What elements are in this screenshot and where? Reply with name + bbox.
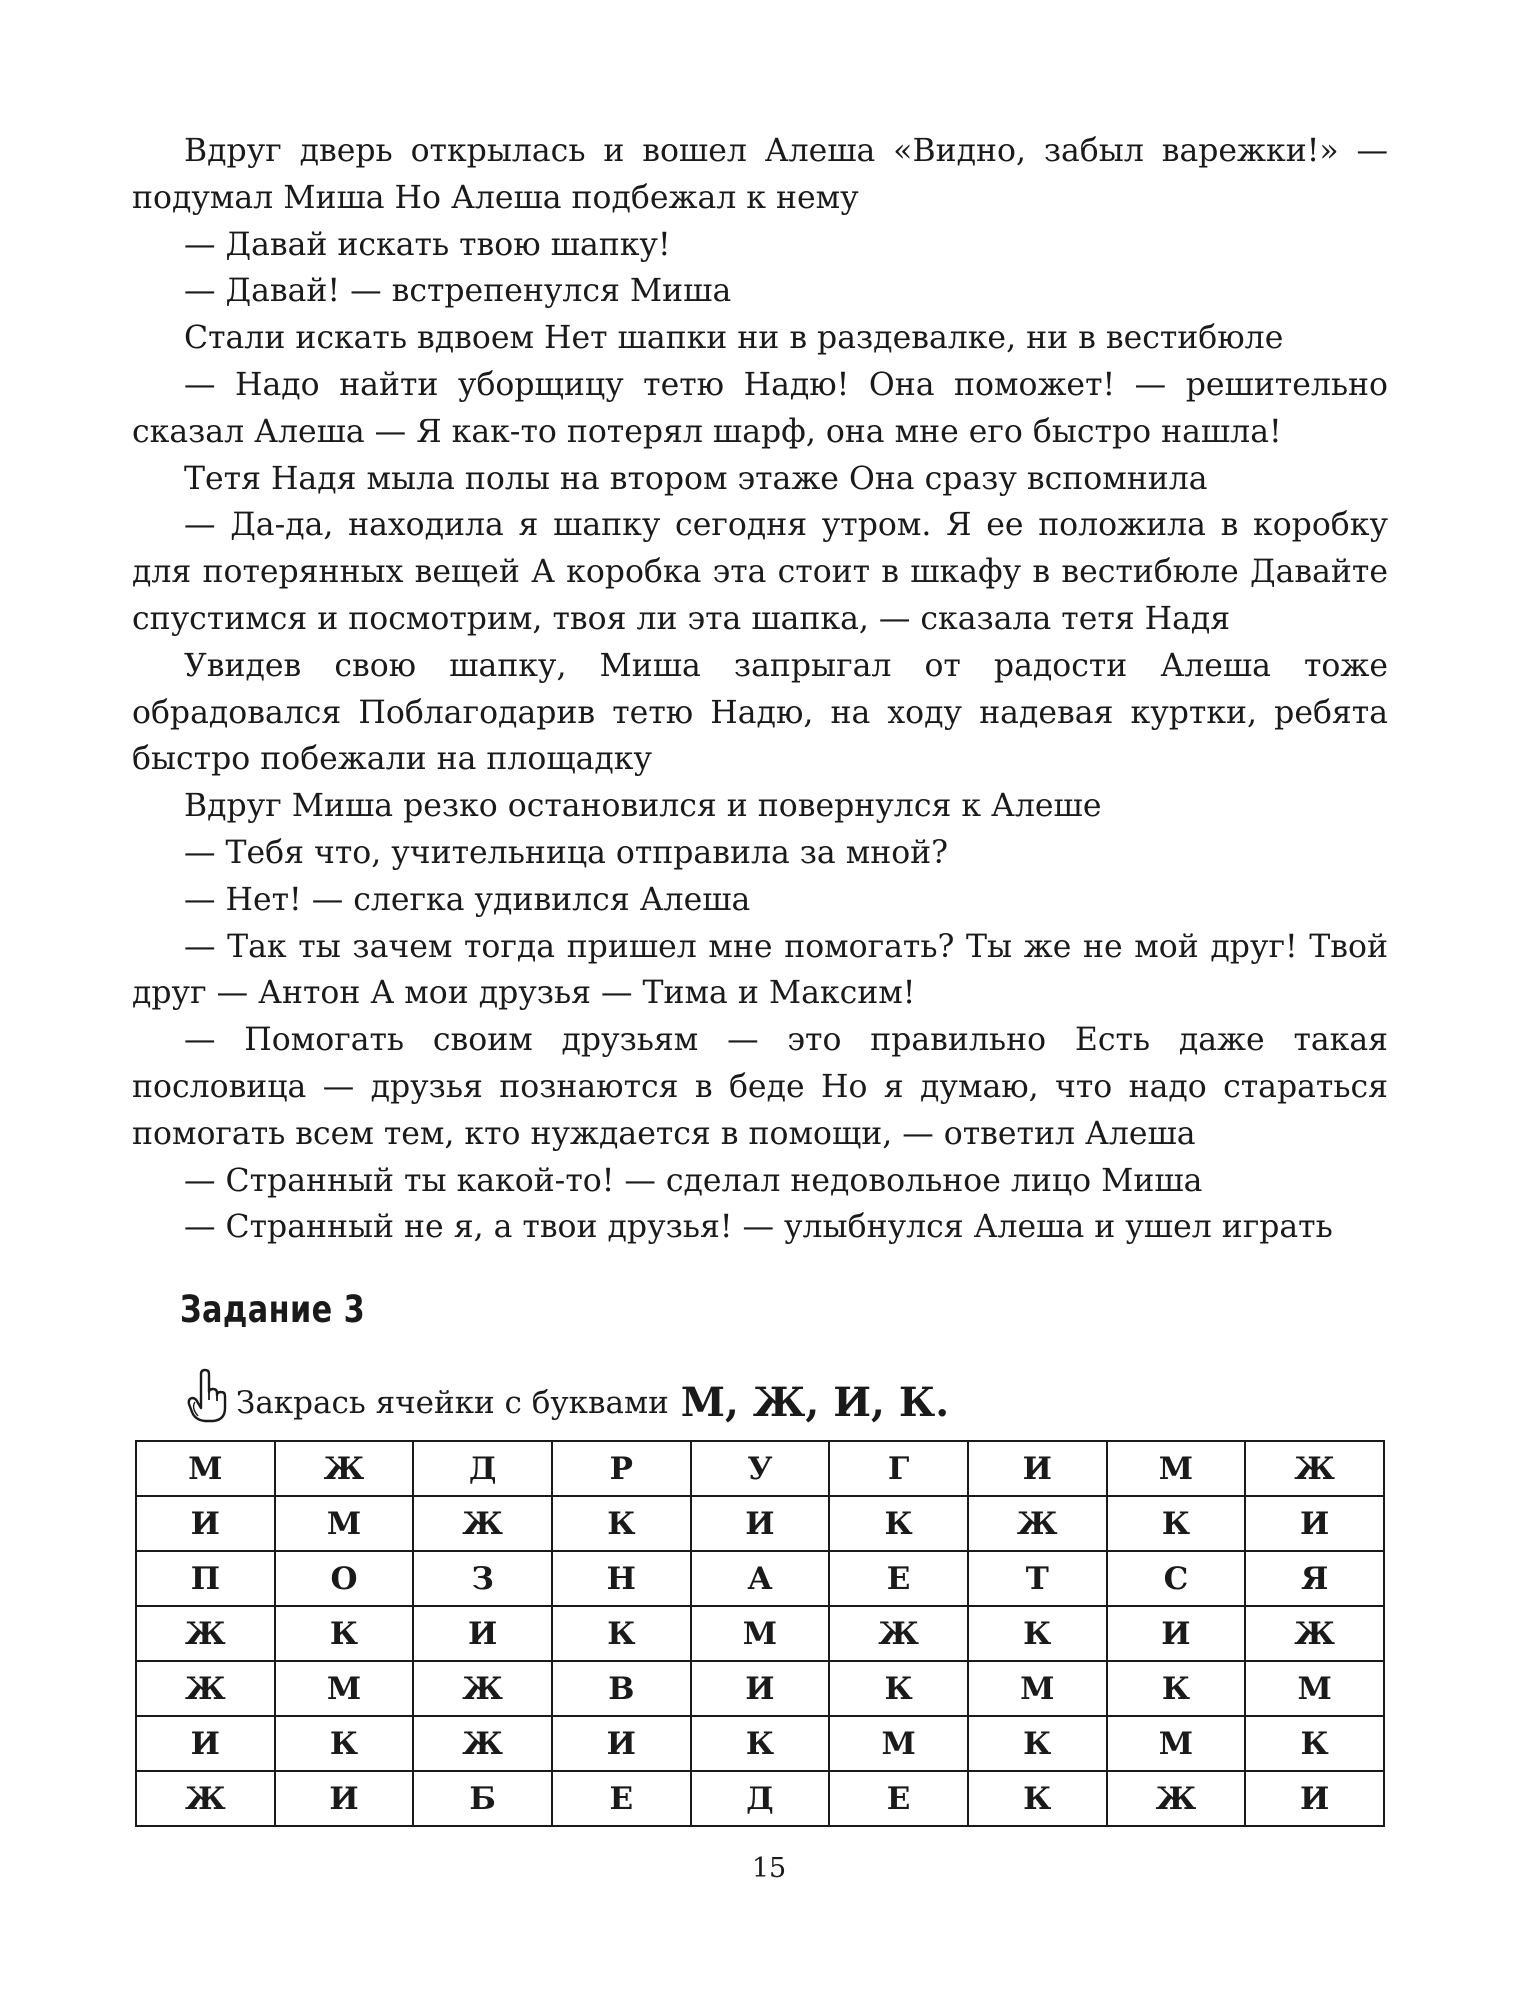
- grid-cell[interactable]: Ж: [829, 1606, 968, 1661]
- grid-cell[interactable]: Ж: [136, 1606, 275, 1661]
- grid-cell[interactable]: И: [691, 1661, 830, 1716]
- grid-cell[interactable]: Б: [413, 1771, 552, 1826]
- grid-cell[interactable]: Г: [829, 1441, 968, 1496]
- grid-cell[interactable]: В: [552, 1661, 691, 1716]
- grid-cell[interactable]: Е: [829, 1771, 968, 1826]
- grid-cell[interactable]: Я: [1245, 1551, 1384, 1606]
- story-paragraph: — Тебя что, учительница отправила за мной?: [184, 834, 949, 871]
- grid-cell[interactable]: М: [1107, 1716, 1246, 1771]
- grid-cell[interactable]: Д: [691, 1771, 830, 1826]
- task-instruction: [186, 1368, 949, 1424]
- grid-cell[interactable]: Ж: [1245, 1441, 1384, 1496]
- grid-cell[interactable]: К: [968, 1716, 1107, 1771]
- grid-cell[interactable]: З: [413, 1551, 552, 1606]
- grid-cell[interactable]: И: [1107, 1606, 1246, 1661]
- page-number: 15: [751, 1853, 787, 1884]
- grid-cell[interactable]: Ж: [413, 1496, 552, 1551]
- grid-row: [136, 1771, 1384, 1826]
- grid-cell[interactable]: К: [552, 1606, 691, 1661]
- grid-cell[interactable]: К: [275, 1716, 414, 1771]
- grid-cell[interactable]: Ж: [275, 1441, 414, 1496]
- task-title: Задание 3: [180, 1288, 366, 1331]
- instruction-letters: М, Ж, И, К.: [680, 1379, 950, 1426]
- grid-cell[interactable]: К: [1107, 1496, 1246, 1551]
- grid-cell[interactable]: И: [136, 1716, 275, 1771]
- grid-cell[interactable]: М: [968, 1661, 1107, 1716]
- grid-row: [136, 1441, 1384, 1496]
- grid-row: [136, 1661, 1384, 1716]
- grid-cell[interactable]: М: [136, 1441, 275, 1496]
- story-paragraph: — Давай! — встрепенулся Миша: [184, 273, 732, 310]
- grid-cell[interactable]: М: [1107, 1441, 1246, 1496]
- story-paragraph: — Помогать своим друзьям — это правильно Есть даже такая пословица — друзья познаются в беде Но я думаю, что надо стараться помогать всем тем, кто нуждается в помощи, — ответил Алеша: [132, 1022, 1388, 1152]
- grid-cell[interactable]: Ж: [1245, 1606, 1384, 1661]
- story-paragraph: — Странный ты какой-то! — сделал недовольное лицо Миша: [184, 1162, 1203, 1199]
- letter-grid: [135, 1440, 1385, 1827]
- story-paragraph: Вдруг дверь открылась и вошел Алеша «Видно, забыл варежки!» — подумал Миша Но Алеша подбежал к нему: [132, 133, 1388, 216]
- story-paragraph: — Да-да, находила я шапку сегодня утром. Я ее положила в коробку для потерянных вещей А коробка эта стоит в шкафу в вестибюле Давайте спустимся и посмотрим, твоя ли эта шапка, — сказала тетя Надя: [132, 507, 1388, 637]
- grid-cell[interactable]: К: [691, 1716, 830, 1771]
- grid-cell[interactable]: Д: [413, 1441, 552, 1496]
- story-paragraph: Тетя Надя мыла полы на втором этаже Она сразу вспомнила: [184, 460, 1208, 497]
- grid-cell[interactable]: М: [1245, 1661, 1384, 1716]
- grid-cell[interactable]: К: [829, 1661, 968, 1716]
- grid-row: [136, 1716, 1384, 1771]
- grid-cell[interactable]: У: [691, 1441, 830, 1496]
- grid-cell[interactable]: М: [829, 1716, 968, 1771]
- grid-cell[interactable]: К: [1107, 1661, 1246, 1716]
- story-text: [132, 128, 1388, 1251]
- grid-cell[interactable]: Ж: [1107, 1771, 1246, 1826]
- story-paragraph: — Так ты зачем тогда пришел мне помогать? Ты же не мой друг! Твой друг — Антон А мои друзья — Тима и Максим!: [132, 928, 1388, 1012]
- story-paragraph: — Нет! — слегка удивился Алеша: [184, 881, 751, 918]
- grid-cell[interactable]: К: [968, 1771, 1107, 1826]
- grid-cell[interactable]: И: [1245, 1771, 1384, 1826]
- grid-cell[interactable]: И: [136, 1496, 275, 1551]
- grid-cell[interactable]: М: [275, 1496, 414, 1551]
- grid-cell[interactable]: Ж: [968, 1496, 1107, 1551]
- story-paragraph: Увидев свою шапку, Миша запрыгал от радости Алеша тоже обрадовался Поблагодарив тетю Надю, на ходу надевая куртки, ребята быстро побежали на площадку: [132, 647, 1388, 778]
- instruction-text: Закрась ячейки с буквами: [236, 1385, 669, 1421]
- grid-cell[interactable]: Ж: [413, 1716, 552, 1771]
- grid-cell[interactable]: Ж: [413, 1661, 552, 1716]
- grid-cell[interactable]: П: [136, 1551, 275, 1606]
- grid-cell[interactable]: И: [968, 1441, 1107, 1496]
- grid-cell[interactable]: К: [968, 1606, 1107, 1661]
- grid-cell[interactable]: Е: [552, 1771, 691, 1826]
- grid-cell[interactable]: Ж: [136, 1771, 275, 1826]
- grid-cell[interactable]: И: [1245, 1496, 1384, 1551]
- grid-cell[interactable]: И: [552, 1716, 691, 1771]
- grid-cell[interactable]: Т: [968, 1551, 1107, 1606]
- grid-cell[interactable]: Н: [552, 1551, 691, 1606]
- grid-row: [136, 1496, 1384, 1551]
- grid-cell[interactable]: К: [275, 1606, 414, 1661]
- story-paragraph: Вдруг Миша резко остановился и повернулся к Алеше: [184, 788, 1102, 825]
- grid-cell[interactable]: М: [275, 1661, 414, 1716]
- grid-cell[interactable]: К: [1245, 1716, 1384, 1771]
- grid-cell[interactable]: С: [1107, 1551, 1246, 1606]
- grid-cell[interactable]: А: [691, 1551, 830, 1606]
- grid-cell[interactable]: Ж: [136, 1661, 275, 1716]
- grid-cell[interactable]: К: [829, 1496, 968, 1551]
- pointing-hand-icon: [186, 1368, 230, 1424]
- story-paragraph: Стали искать вдвоем Нет шапки ни в раздевалке, ни в вестибюле: [184, 320, 1284, 357]
- grid-row: [136, 1551, 1384, 1606]
- story-paragraph: — Надо найти уборщицу тетю Надю! Она поможет! — решительно сказал Алеша — Я как-то потерял шарф, она мне его быстро нашла!: [132, 366, 1388, 450]
- grid-cell[interactable]: К: [552, 1496, 691, 1551]
- grid-row: [136, 1606, 1384, 1661]
- grid-cell[interactable]: Р: [552, 1441, 691, 1496]
- story-paragraph: — Странный не я, а твои друзья! — улыбнулся Алеша и ушел играть: [184, 1209, 1333, 1246]
- grid-cell[interactable]: И: [691, 1496, 830, 1551]
- grid-cell[interactable]: Е: [829, 1551, 968, 1606]
- grid-cell[interactable]: О: [275, 1551, 414, 1606]
- story-paragraph: — Давай искать твою шапку!: [184, 226, 671, 263]
- grid-cell[interactable]: И: [275, 1771, 414, 1826]
- grid-cell[interactable]: М: [691, 1606, 830, 1661]
- grid-cell[interactable]: И: [413, 1606, 552, 1661]
